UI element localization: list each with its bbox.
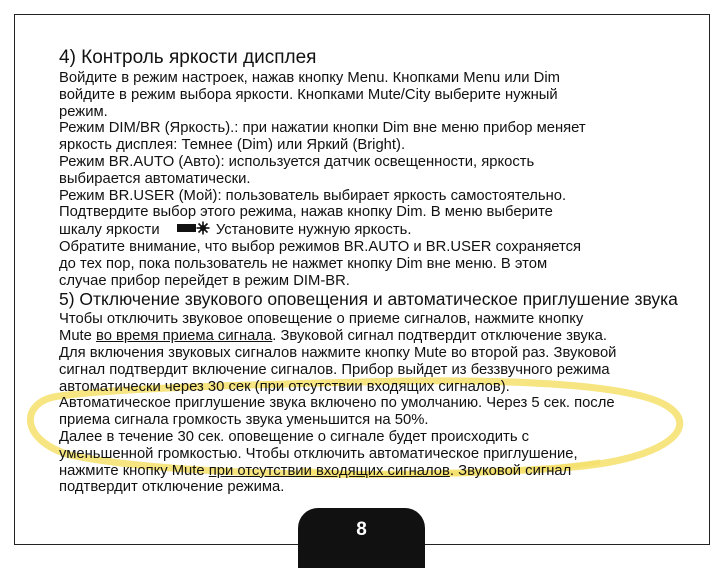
- section5-line: Автоматическое приглушение звука включено по умолчанию. Через 5 сек. после: [59, 395, 615, 412]
- brightness-scale-icon: [166, 221, 210, 235]
- section4-line: Войдите в режим настроек, нажав кнопку Menu. Кнопками Menu или Dim: [59, 70, 560, 86]
- section5-line: [59, 328, 689, 345]
- section4-line: войдите в режим выбора яркости. Кнопками Mute/City выберите нужный: [59, 86, 558, 103]
- text-run: . Звуковой сигнал: [449, 462, 572, 479]
- section4-line: Обратите внимание, что выбор режимов BR.AUTO и BR.USER сохраняется: [59, 238, 582, 255]
- section5-line: Далее в течение 30 сек. оповещение о сигнале будет происходить с: [59, 428, 530, 445]
- section4-line: Режим BR.USER (Мой): пользователь выбирает яркость самостоятельно.: [59, 187, 567, 204]
- scale-prefix: шкалу яркости: [59, 222, 160, 239]
- section5-title: 5) Отключение звукового оповещения и автоматическое приглушение звука: [59, 289, 678, 310]
- section5-line: приема сигнала громкость звука уменьшится на 50%.: [59, 412, 429, 429]
- section5-line: сигнал подтвердит включение сигналов. Прибор выйдет из беззвучного режима: [59, 361, 610, 378]
- section5-line: [59, 463, 689, 480]
- text-run: Mute: [59, 328, 97, 345]
- section5-line: подтвердит отключение режима.: [59, 479, 285, 496]
- section4-line: до тех пор, пока пользователь не нажмет кнопку Dim вне меню. В этом: [59, 255, 548, 272]
- section4-title: 4) Контроль яркости дисплея: [59, 47, 317, 68]
- section4-line: случае прибор перейдет в режим DIM-BR.: [59, 272, 350, 289]
- text-run: нажмите кнопку Mute: [59, 462, 209, 479]
- section4-scale-line: [59, 221, 689, 239]
- section4-line: Режим DIM/BR (Яркость).: при нажатии кнопки Dim вне меню прибор меняет: [59, 120, 586, 137]
- section4-line: яркость дисплея: Темнее (Dim) или Яркий (Bright).: [59, 137, 406, 154]
- section4-line: выбирается автоматически.: [59, 170, 251, 187]
- section5-line: автоматически через 30 сек (при отсутствии входящих сигналов).: [59, 378, 510, 395]
- underlined-text: при отсутствии входящих сигналов: [208, 462, 450, 479]
- section4-line: Подтвердите выбор этого режима, нажав кнопку Dim. В меню выберите: [59, 204, 553, 221]
- section5-line: уменьшенной громкостью. Чтобы отключить автоматическое приглушение,: [59, 445, 578, 462]
- section4-line: Режим BR.AUTO (Авто): используется датчик освещенности, яркость: [59, 153, 535, 170]
- text-run: . Звуковой сигнал подтвердит отключение звука.: [272, 328, 607, 345]
- scale-suffix: Установите нужную яркость.: [215, 222, 412, 239]
- underlined-text: во время приема сигнала: [96, 328, 273, 345]
- section5-line: Чтобы отключить звуковое оповещение о приеме сигналов, нажмите кнопку: [59, 311, 584, 328]
- section5-line: Для включения звуковых сигналов нажмите кнопку Mute во второй раз. Звуковой: [59, 344, 617, 361]
- page-number: 8: [356, 519, 367, 540]
- section4-line: режим.: [59, 103, 108, 120]
- page-number-tab: [298, 508, 425, 568]
- manual-text: [59, 48, 689, 496]
